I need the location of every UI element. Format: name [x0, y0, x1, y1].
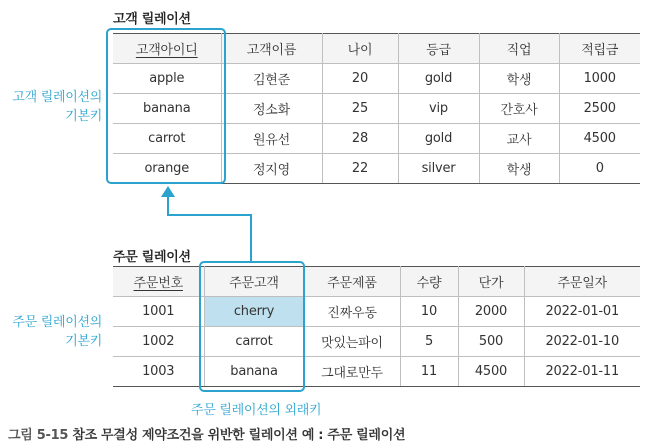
reference-arrow-head — [161, 186, 175, 197]
order-relation-title: 주문 릴레이션 — [113, 250, 191, 265]
table-cell: 김현준 — [221, 64, 322, 94]
table-cell: 5 — [400, 327, 458, 357]
table-cell: 정소화 — [221, 94, 322, 124]
figure-number: 그림 5-15 — [8, 428, 69, 443]
customer-relation-title: 고객 릴레이션 — [113, 12, 191, 27]
customer-header-cell: 직업 — [479, 34, 559, 64]
table-cell: 학생 — [479, 154, 559, 184]
order-header-cell: 주문제품 — [304, 267, 400, 297]
table-cell: 0 — [559, 154, 640, 184]
figure-caption-text: 참조 무결성 제약조건을 위반한 릴레이션 예 : 주문 릴레이션 — [72, 428, 406, 443]
order-fk-label: 주문 릴레이션의 외래키 — [191, 403, 322, 418]
order-header-cell: 주문번호 — [113, 267, 204, 297]
table-cell: 2022-01-01 — [524, 297, 640, 327]
table-cell: 20 — [322, 64, 398, 94]
table-cell: 2022-01-11 — [524, 357, 640, 387]
customer-header-cell: 등급 — [398, 34, 479, 64]
table-cell: 1001 — [113, 297, 204, 327]
customer-pk-frame — [107, 29, 225, 183]
table-cell: 22 — [322, 154, 398, 184]
customer-pk-label-line1: 고객 릴레이션의 — [12, 90, 102, 105]
table-cell: vip — [398, 94, 479, 124]
table-cell: 1003 — [113, 357, 204, 387]
order-pk-label-line2: 기본키 — [65, 334, 102, 349]
table-cell: banana — [113, 94, 221, 124]
table-cell: silver — [398, 154, 479, 184]
table-cell: 그대로만두 — [304, 357, 400, 387]
table-cell: 4500 — [559, 124, 640, 154]
table-cell: 원유선 — [221, 124, 322, 154]
customer-header-cell: 고객이름 — [221, 34, 322, 64]
table-cell: 11 — [400, 357, 458, 387]
table-cell: orange — [113, 154, 221, 184]
table-cell: 28 — [322, 124, 398, 154]
order-header-cell: 수량 — [400, 267, 458, 297]
table-cell: gold — [398, 124, 479, 154]
reference-arrow-line — [168, 196, 251, 262]
table-cell: 10 — [400, 297, 458, 327]
violating-fk-cell: cherry — [204, 297, 304, 327]
table-cell: 2022-01-10 — [524, 327, 640, 357]
order-pk-label-line1: 주문 릴레이션의 — [12, 315, 102, 330]
customer-header-cell: 적립금 — [559, 34, 640, 64]
table-cell: apple — [113, 64, 221, 94]
table-cell: 25 — [322, 94, 398, 124]
order-header-cell: 주문일자 — [524, 267, 640, 297]
table-cell: 학생 — [479, 64, 559, 94]
customer-header-cell: 나이 — [322, 34, 398, 64]
table-cell: 1000 — [559, 64, 640, 94]
customer-header-cell: 고객아이디 — [113, 34, 221, 64]
table-cell: 2500 — [559, 94, 640, 124]
figure-caption — [8, 424, 405, 443]
table-cell: 교사 — [479, 124, 559, 154]
table-cell: 500 — [458, 327, 524, 357]
table-cell: banana — [204, 357, 304, 387]
table-cell: 2000 — [458, 297, 524, 327]
table-cell: gold — [398, 64, 479, 94]
table-cell: 정지영 — [221, 154, 322, 184]
table-cell: 진짜우동 — [304, 297, 400, 327]
table-cell: carrot — [113, 124, 221, 154]
order-header-cell: 주문고객 — [204, 267, 304, 297]
customer-pk-label-line2: 기본키 — [65, 109, 102, 124]
table-cell: 4500 — [458, 357, 524, 387]
table-cell: 1002 — [113, 327, 204, 357]
table-cell: 간호사 — [479, 94, 559, 124]
order-header-cell: 단가 — [458, 267, 524, 297]
table-cell: 맛있는파이 — [304, 327, 400, 357]
order-fk-frame — [200, 262, 304, 391]
table-cell: carrot — [204, 327, 304, 357]
